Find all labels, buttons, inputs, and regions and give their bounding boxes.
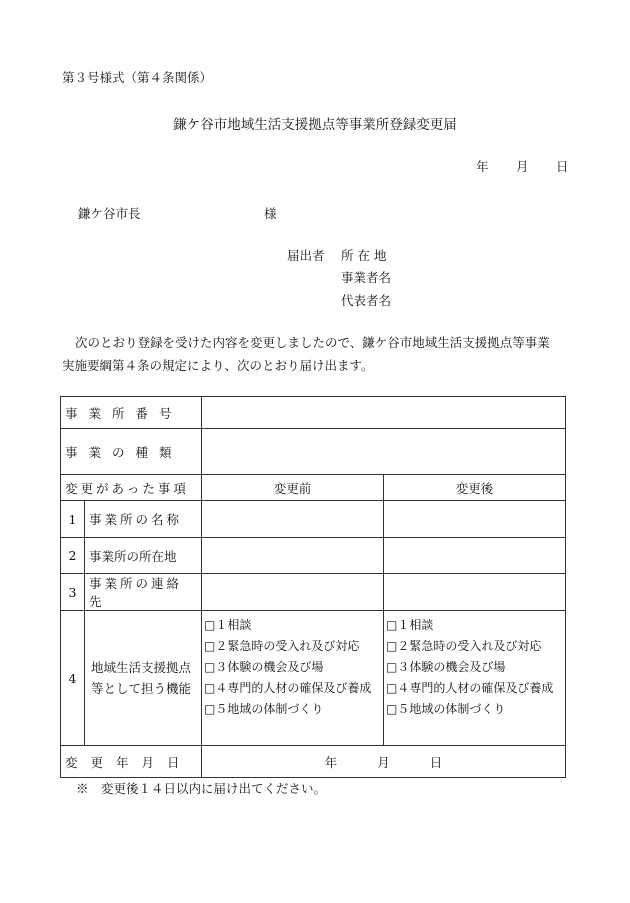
body-text: 次のとおり登録を受けた内容を変更しましたので、鎌ケ谷市地域生活支援拠点等事業実施要綱第４条の規定により、次のとおり届け出ます。 [62, 335, 550, 373]
before-value-field[interactable] [202, 574, 384, 611]
after-option-emergency-response[interactable]: □２緊急時の受入れ及び対応 [386, 639, 542, 653]
date-month-label: 月 [516, 159, 529, 174]
before-option-community-system[interactable]: □５地域の体制づくり [204, 702, 324, 716]
changed-items-header-row [61, 475, 566, 501]
row-number: 1 [61, 501, 85, 538]
business-type-label: 事業の種類 [61, 429, 202, 475]
row-number: 2 [61, 538, 85, 574]
function-label: 地域生活支援拠点等として担う機能 [85, 611, 202, 746]
before-option-experience-opportunity[interactable]: □３体験の機会及び場 [204, 660, 324, 674]
notifier-caption: 届出者 [287, 248, 325, 263]
after-value-field[interactable] [384, 538, 566, 574]
after-option-experience-opportunity[interactable]: □３体験の機会及び場 [386, 660, 506, 674]
change-row [61, 501, 566, 538]
before-option-specialist-staff[interactable]: □４専門的人材の確保及び養成 [204, 681, 372, 695]
date-year-label: 年 [476, 159, 489, 174]
office-number-row [61, 397, 566, 429]
change-date-month-label: 月 [377, 754, 390, 770]
honorific: 様 [264, 206, 277, 221]
before-value-field[interactable] [202, 538, 384, 574]
submission-note: ※ 変更後１４日以内に届け出てください。 [76, 781, 327, 796]
notifier-address-label: 所 在 地 [341, 248, 387, 263]
change-date-day-label: 日 [429, 754, 443, 770]
changed-items-label: 変更があった事項 [61, 475, 202, 501]
row-number: 3 [61, 574, 85, 611]
after-option-community-system[interactable]: □５地域の体制づくり [386, 702, 506, 716]
after-header: 変更後 [384, 475, 566, 501]
notifier-business-name-label: 事業者名 [341, 270, 392, 285]
business-type-field[interactable] [202, 429, 566, 475]
row-number: 4 [61, 611, 85, 746]
before-value-field[interactable] [202, 501, 384, 538]
document-title: 鎌ケ谷市地域生活支援拠点等事業所登録変更届 [173, 117, 457, 133]
after-option-specialist-staff[interactable]: □４専門的人材の確保及び養成 [386, 681, 554, 695]
date-day-label: 日 [556, 159, 569, 174]
row-label: 事業所の所在地 [85, 538, 202, 574]
row-label: 事業所の連絡先 [85, 574, 202, 611]
addressee: 鎌ケ谷市長 [78, 206, 141, 221]
change-date-field[interactable] [202, 746, 566, 778]
change-row [61, 574, 566, 611]
office-number-field[interactable] [202, 397, 566, 429]
function-row [61, 611, 566, 746]
after-function-checklist [384, 611, 566, 746]
change-date-year-label: 年 [324, 754, 338, 770]
row-label: 事業所の名称 [85, 501, 202, 538]
change-date-row [61, 746, 566, 778]
change-row [61, 538, 566, 574]
before-option-consultation[interactable]: □１相談 [204, 618, 252, 632]
before-option-emergency-response[interactable]: □２緊急時の受入れ及び対応 [204, 639, 360, 653]
change-form-table [60, 396, 566, 778]
business-type-row [61, 429, 566, 475]
after-value-field[interactable] [384, 574, 566, 611]
notifier-representative-label: 代表者名 [341, 293, 392, 308]
before-function-checklist [202, 611, 384, 746]
change-date-label: 変更年月日 [61, 746, 202, 778]
office-number-label: 事業所番号 [61, 397, 202, 429]
after-option-consultation[interactable]: □１相談 [386, 618, 434, 632]
form-label: 第３号様式（第４条関係） [62, 70, 213, 85]
before-header: 変更前 [202, 475, 384, 501]
after-value-field[interactable] [384, 501, 566, 538]
